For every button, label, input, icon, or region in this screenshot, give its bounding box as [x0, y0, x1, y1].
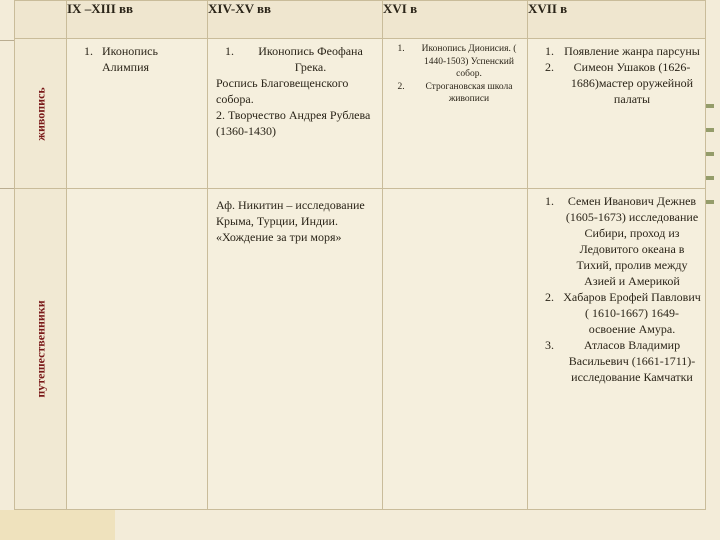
column-header: XIV-XV вв: [208, 1, 383, 39]
culture-table: [14, 0, 706, 510]
list-item: 2. Хабаров Ерофей Павлович ( 1610-1667) 1649- освоение Амура.: [557, 289, 701, 337]
cell-list: [532, 43, 701, 107]
table-row-painting: [15, 39, 706, 189]
decorative-dash: [706, 152, 714, 156]
decorative-dash: [706, 128, 714, 132]
list-item: 1. Иконопись Алимпия: [96, 43, 203, 75]
row-label-travelers: путешественники: [33, 300, 47, 398]
cell-list: [532, 193, 701, 385]
table-cell: [67, 39, 208, 189]
table-cell: [383, 39, 528, 189]
column-header: IX –XIII вв: [67, 1, 208, 39]
cell-text: [383, 189, 527, 193]
decorative-dash: [706, 200, 714, 204]
table-cell: [208, 39, 383, 189]
column-header: XVI в: [383, 1, 528, 39]
list-item: 1. Появление жанра парсуны: [557, 43, 701, 59]
column-header: XVII в: [528, 1, 706, 39]
cell-text: Роспись Благовещенского собора. 2. Творчество Андрея Рублева (1360-1430): [216, 76, 371, 138]
row-label-cell: [15, 189, 67, 510]
background-band: [0, 510, 115, 540]
cell-list: [387, 43, 523, 106]
table-cell: [528, 189, 706, 510]
list-item: 1. Семен Иванович Дежнев (1605-1673) исследование Сибири, проход из Ледовитого океана в Тихий, пролив между Азией и Америкой: [557, 193, 701, 289]
table-row-travelers: [15, 189, 706, 510]
list-item: 1. Иконопись Дионисия. ( 1440-1503) Успенский собор.: [407, 43, 523, 81]
cell-list: [71, 43, 203, 75]
cell-text: [67, 189, 207, 193]
list-item: 1. Иконопись Феофана Грека.: [237, 43, 378, 75]
table-cell: [208, 189, 383, 510]
row-label-cell: [15, 39, 67, 189]
decorative-dash: [706, 176, 714, 180]
list-item: 2. Симеон Ушаков (1626-1686)мастер оружейной палаты: [557, 59, 701, 107]
table-cell: [528, 39, 706, 189]
table-cell-empty: [67, 189, 208, 510]
list-item: 2. Строгановская школа живописи: [407, 81, 523, 106]
decorative-line: [0, 40, 14, 41]
header-row: [15, 1, 706, 39]
table-cell-empty: [383, 189, 528, 510]
decorative-line: [0, 188, 14, 189]
row-label-painting: живопись: [33, 86, 47, 141]
cell-text: Аф. Никитин – исследование Крыма, Турции, Индии. «Хождение за три моря»: [216, 198, 365, 244]
cell-list: [212, 43, 378, 75]
list-item: 3. Атласов Владимир Васильевич (1661-1711)- исследование Камчатки: [557, 337, 701, 385]
decorative-dash: [706, 104, 714, 108]
corner-cell: [15, 1, 67, 39]
